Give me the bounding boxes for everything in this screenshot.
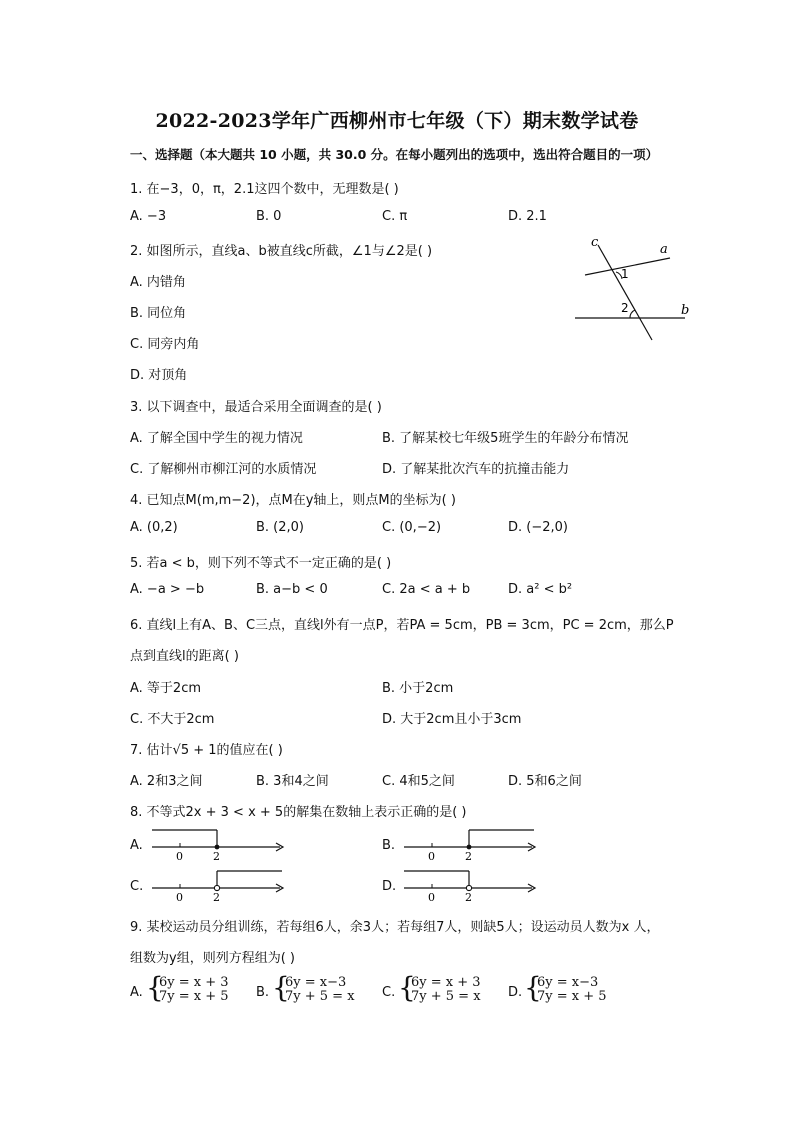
svg-text:0: 0 [428,850,435,863]
question-2-stem: 2. 如图所示，直线a、b被直线c所截，∠1与∠2是( ) [130,244,433,259]
q5-option-c[interactable]: C. 2a < a + b [382,582,471,597]
q7-option-b[interactable]: B. 3和4之间 [256,774,329,789]
section-heading: 一、选择题（本大题共 10 小题，共 30.0 分。在每小题列出的选项中，选出符合题目的一项） [130,147,659,162]
q2-option-b[interactable]: B. 同位角 [130,306,187,321]
q4-option-d[interactable]: D. (−2,0) [508,520,568,535]
question-9-stem: 9. 某校运动员分组训练，若每组6人，余3人；若每组7人，则缺5人；设运动员人数为x 人， [130,920,660,935]
svg-text:0: 0 [428,891,435,904]
q8-option-a[interactable]: A. [130,838,143,853]
q9-d-system: 6y = x−3 7y = x + 5 [537,975,607,1004]
q8-number-line-d [402,869,542,903]
q9-c-system: 6y = x + 3 7y + 5 = x [411,975,481,1004]
q8-number-line-b [402,828,542,862]
line-c [598,245,652,340]
q5-option-b[interactable]: B. a−b < 0 [256,582,328,597]
q4-option-a[interactable]: A. (0,2) [130,520,178,535]
q5-option-a[interactable]: A. −a > −b [130,582,205,597]
label-angle-2: 2 [621,301,629,315]
q9-option-b[interactable]: B. [256,985,270,1000]
q1-option-b[interactable]: B. 0 [256,209,282,224]
label-a: a [660,242,668,257]
q5-option-d[interactable]: D. a² < b² [508,582,573,597]
q3-option-b[interactable]: B. 了解某校七年级5班学生的年龄分布情况 [382,431,629,446]
question-7-stem: 7. 估计√5 + 1的值应在( ) [130,743,283,758]
q9-c-brace: { [398,971,416,1004]
q9-a-system: 6y = x + 3 7y = x + 5 [159,975,229,1004]
question-4-stem: 4. 已知点M(m,m−2)，点M在y轴上，则点M的坐标为( ) [130,493,456,508]
q7-option-c[interactable]: C. 4和5之间 [382,774,455,789]
svg-text:2: 2 [465,891,472,904]
q8-number-line-c [150,869,290,903]
q3-option-a[interactable]: A. 了解全国中学生的视力情况 [130,431,303,446]
question-6-stem: 6. 直线l上有A、B、C三点，直线l外有一点P，若PA = 5cm，PB = 3cm，PC = 2cm，那么P [130,618,674,633]
page-title: 2022-2023学年广西柳州市七年级（下）期末数学试卷 [155,110,639,132]
svg-text:0: 0 [176,850,183,863]
label-angle-1: 1 [621,267,629,281]
q9-b-brace: { [272,971,290,1004]
q8-option-d[interactable]: D. [382,879,397,894]
svg-text:2: 2 [213,891,220,904]
q7-option-d[interactable]: D. 5和6之间 [508,774,582,789]
q9-option-d[interactable]: D. [508,985,523,1000]
q2-option-d[interactable]: D. 对顶角 [130,368,188,383]
q7-option-a[interactable]: A. 2和3之间 [130,774,203,789]
question-3-stem: 3. 以下调查中，最适合采用全面调查的是( ) [130,400,382,415]
question-9-stem-cont: 组数为y组，则列方程组为( ) [130,951,295,966]
q8-option-b[interactable]: B. [382,838,396,853]
q9-b-system: 6y = x−3 7y + 5 = x [285,975,355,1004]
q2-figure [560,230,700,350]
q6-option-c[interactable]: C. 不大于2cm [130,712,215,727]
q2-option-a[interactable]: A. 内错角 [130,275,186,290]
svg-text:2: 2 [465,850,472,863]
q1-option-d[interactable]: D. 2.1 [508,209,547,224]
q8-option-c[interactable]: C. [130,879,144,894]
q4-option-c[interactable]: C. (0,−2) [382,520,442,535]
q3-option-c[interactable]: C. 了解柳州市柳江河的水质情况 [130,462,317,477]
question-6-stem-cont: 点到直线l的距离( ) [130,649,239,664]
question-8-stem: 8. 不等式2x + 3 < x + 5的解集在数轴上表示正确的是( ) [130,805,467,820]
q1-option-c[interactable]: C. π [382,209,408,224]
svg-text:2: 2 [213,850,220,863]
question-5-stem: 5. 若a < b，则下列不等式不一定正确的是( ) [130,556,392,571]
q9-a-brace: { [146,971,164,1004]
q8-number-line-a [150,828,290,862]
q4-option-b[interactable]: B. (2,0) [256,520,305,535]
angle-2-arc [630,310,635,318]
q6-option-b[interactable]: B. 小于2cm [382,681,454,696]
label-b: b [681,303,690,318]
q1-option-a[interactable]: A. −3 [130,209,167,224]
q9-option-a[interactable]: A. [130,985,143,1000]
question-1-stem: 1. 在−3，0，π，2.1这四个数中，无理数是( ) [130,182,399,197]
q9-option-c[interactable]: C. [382,985,396,1000]
q6-option-d[interactable]: D. 大于2cm且小于3cm [382,712,522,727]
label-c: c [591,235,599,250]
q2-option-c[interactable]: C. 同旁内角 [130,337,200,352]
q6-option-a[interactable]: A. 等于2cm [130,681,202,696]
q3-option-d[interactable]: D. 了解某批次汽车的抗撞击能力 [382,462,570,477]
svg-text:0: 0 [176,891,183,904]
q9-d-brace: { [524,971,542,1004]
